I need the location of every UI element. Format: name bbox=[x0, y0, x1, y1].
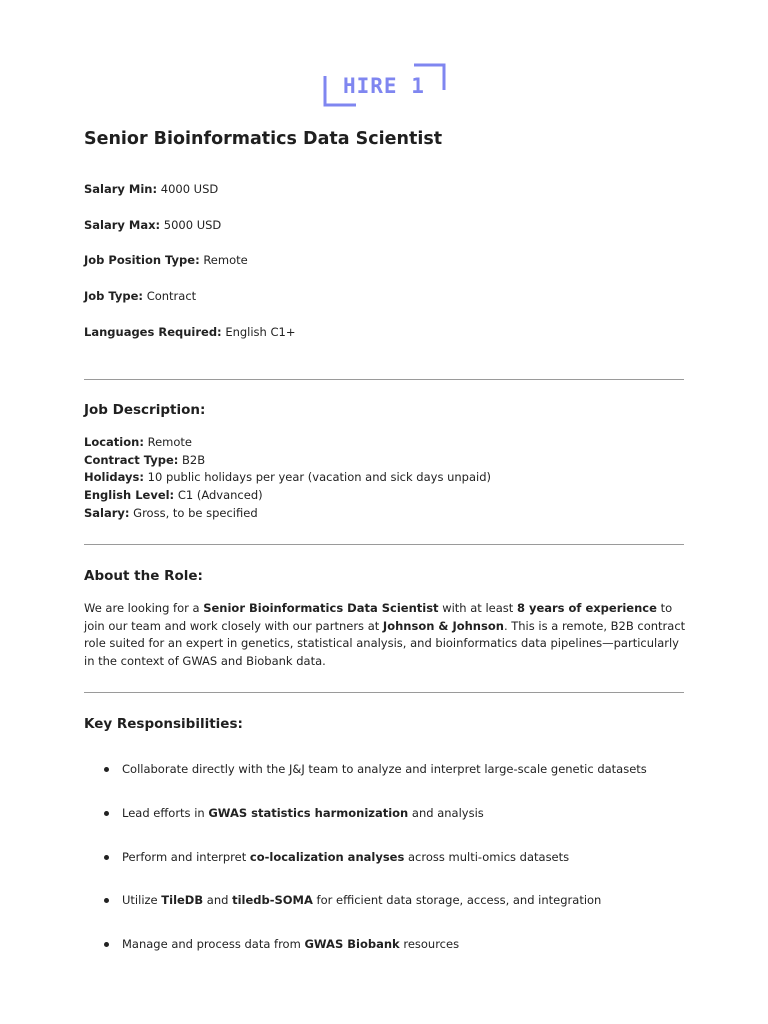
item-bold: GWAS Biobank bbox=[304, 937, 400, 951]
item-bold: GWAS statistics harmonization bbox=[208, 806, 409, 820]
item-text: across multi-omics datasets bbox=[404, 850, 570, 864]
item-text: Manage and process data from bbox=[122, 937, 305, 951]
item-text: for efficient data storage, access, and integration bbox=[312, 893, 602, 907]
job-position-type-label: Job Position Type: bbox=[84, 253, 200, 267]
about-text: with at least bbox=[438, 601, 517, 615]
responsibilities-heading: Key Responsibilities: bbox=[84, 716, 243, 732]
list-item bbox=[107, 936, 459, 952]
holidays-row bbox=[84, 469, 491, 487]
holidays-label: Holidays: bbox=[84, 470, 144, 485]
item-bold: tiledb-SOMA bbox=[232, 893, 313, 907]
english-level-row bbox=[84, 487, 491, 505]
divider bbox=[84, 379, 684, 380]
job-description-heading: Job Description: bbox=[84, 402, 206, 418]
list-item bbox=[107, 892, 601, 908]
job-type bbox=[84, 288, 196, 304]
job-type-value: Contract bbox=[146, 289, 197, 303]
list-item bbox=[107, 849, 569, 865]
divider bbox=[84, 692, 684, 693]
page-title: Senior Bioinformatics Data Scientist bbox=[84, 129, 443, 149]
about-text: We are looking for a bbox=[84, 601, 204, 615]
item-bold: TileDB bbox=[161, 893, 204, 907]
divider bbox=[84, 544, 684, 545]
logo-text: HIRE 1 bbox=[343, 74, 425, 98]
location-value: Remote bbox=[147, 435, 192, 449]
job-description-list bbox=[84, 434, 491, 523]
salary-min-label: Salary Min: bbox=[84, 182, 158, 196]
english-level-value: C1 (Advanced) bbox=[177, 488, 263, 503]
english-level-label: English Level: bbox=[84, 488, 175, 503]
job-position-type bbox=[84, 252, 248, 268]
salary-label: Salary: bbox=[84, 505, 130, 520]
contract-type-value: B2B bbox=[182, 452, 206, 467]
languages-required bbox=[84, 324, 295, 340]
item-text: resources bbox=[399, 937, 460, 951]
contract-type-label: Contract Type: bbox=[84, 452, 179, 467]
about-heading: About the Role: bbox=[84, 568, 203, 584]
languages-required-value: English C1+ bbox=[225, 325, 296, 339]
about-text: to join our team and work closely with our partners at bbox=[84, 601, 673, 633]
about-text: . This is a remote, B2B contract role suited for an expert in genetics, statistical analysis, and bioinformatics data pipelines—particularly in the context of GWAS and Biobank data. bbox=[84, 618, 686, 668]
salary-min bbox=[84, 181, 218, 197]
company-logo bbox=[322, 62, 446, 108]
location-row bbox=[84, 434, 491, 452]
salary-max bbox=[84, 217, 221, 233]
item-text: Lead efforts in bbox=[122, 806, 209, 820]
item-text: Perform and interpret bbox=[122, 850, 250, 864]
item-text: and analysis bbox=[408, 806, 484, 820]
item-bold: co-localization analyses bbox=[249, 850, 405, 864]
holidays-value: 10 public holidays per year (vacation and sick days unpaid) bbox=[147, 470, 491, 485]
about-partner: Johnson & Johnson bbox=[382, 618, 504, 633]
job-position-type-value: Remote bbox=[203, 253, 248, 267]
contract-type-row bbox=[84, 452, 491, 470]
item-text: Utilize bbox=[122, 893, 162, 907]
about-paragraph bbox=[84, 600, 689, 670]
about-experience: 8 years of experience bbox=[516, 601, 657, 615]
list-item bbox=[107, 761, 647, 777]
list-item bbox=[107, 805, 484, 821]
item-text: Collaborate directly with the J&J team to analyze and interpret large-scale genetic datasets bbox=[122, 762, 647, 776]
salary-value: Gross, to be specified bbox=[133, 505, 258, 520]
hire1-logo-icon bbox=[322, 62, 446, 108]
item-text: and bbox=[203, 893, 233, 907]
salary-min-value: 4000 USD bbox=[160, 182, 219, 196]
job-type-label: Job Type: bbox=[84, 289, 144, 303]
salary-max-value: 5000 USD bbox=[163, 218, 222, 232]
location-label: Location: bbox=[84, 435, 144, 449]
salary-max-label: Salary Max: bbox=[84, 218, 161, 232]
languages-required-label: Languages Required: bbox=[84, 325, 222, 339]
about-role-name: Senior Bioinformatics Data Scientist bbox=[203, 601, 439, 615]
salary-row bbox=[84, 505, 491, 523]
